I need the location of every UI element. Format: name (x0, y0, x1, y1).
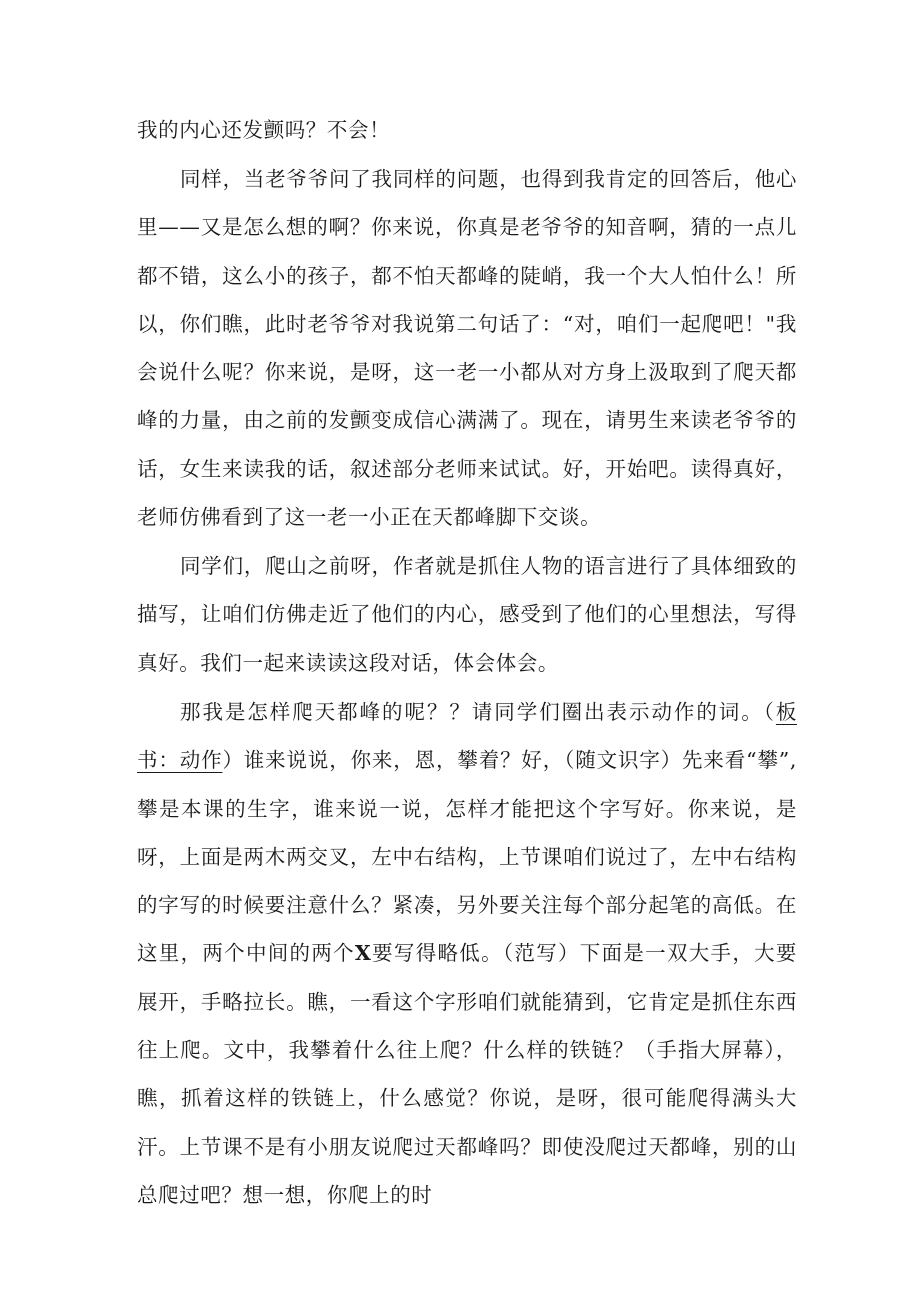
paragraph-1: 同样，当老爷爷问了我同样的问题，也得到我肯定的回答后，他心里——又是怎么想的啊？你来说，你真是老爷爷的知音啊，猜的一点儿都不错，这么小的孩子，都不怕天都峰的陡峭，我一个大人怕什么！所以，你们瞧，此时老爷爷对我说第二句话了：“对，咱们一起爬吧！"我会说什么呢？你来说，是呀，这一老一小都从对方身上汲取到了爬天都峰的力量，由之前的发颤变成信心满满了。现在，请男生来读老爷爷的话，女生来读我的话，叙述部分老师来试试。好，开始吧。读得真好，老师仿佛看到了这一老一小正在天都峰脚下交谈。 (137, 167, 797, 530)
paragraph-2: 同学们，爬山之前呀，作者就是抓住人物的语言进行了具体细致的描写，让咱们仿佛走近了他们的内心，感受到了他们的心里想法，写得真好。我们一起来读读这段对话，体会体会。 (137, 554, 797, 675)
paragraph-continuation (137, 106, 797, 154)
paragraph-3-after: ）谁来说说，你来，恩，攀着？好，（随文识字）先来看“攀”,攀是本课的生字，谁来说一说，怎样才能把这个字写好。你来说，是呀，上面是两木两交叉，左中右结构，上节课咱们说过了，左中右结构的字写的时候要注意什么？紧凑，另外要关注每个部分起笔的高低。在这里，两个中间的两个 (137, 748, 798, 966)
bold-letter-x: X (354, 941, 372, 966)
paragraph-3-before: 那我是怎样爬天都峰的呢？？请同学们圈出表示动作的词。（ (180, 700, 776, 724)
paragraph-block-1 (137, 155, 797, 541)
paragraph-block-2 (137, 542, 797, 687)
paragraph-3 (137, 688, 797, 1219)
blackboard-note-underlined: 板书：动作 (137, 700, 797, 773)
paragraph-0: 我的内心还发颤吗？不会！ (137, 118, 391, 142)
paragraph-3-tail: 要写得略低。（范写）下面是一双大手，大要展开，手略拉长。瞧，一看这个字形咱们就能猜到，它肯定是抓住东西往上爬。文中，我攀着什么往上爬？什么样的铁链？（手指大屏幕），瞧，抓着这样的铁链上，什么感觉？你说，是呀，很可能爬得满头大汗。上节课不是有小朋友说爬过天都峰吗？即使没爬过天都峰，别的山总爬过吧？想一想，你爬上的时 (137, 941, 798, 1207)
paragraph-block-3 (137, 688, 797, 1219)
